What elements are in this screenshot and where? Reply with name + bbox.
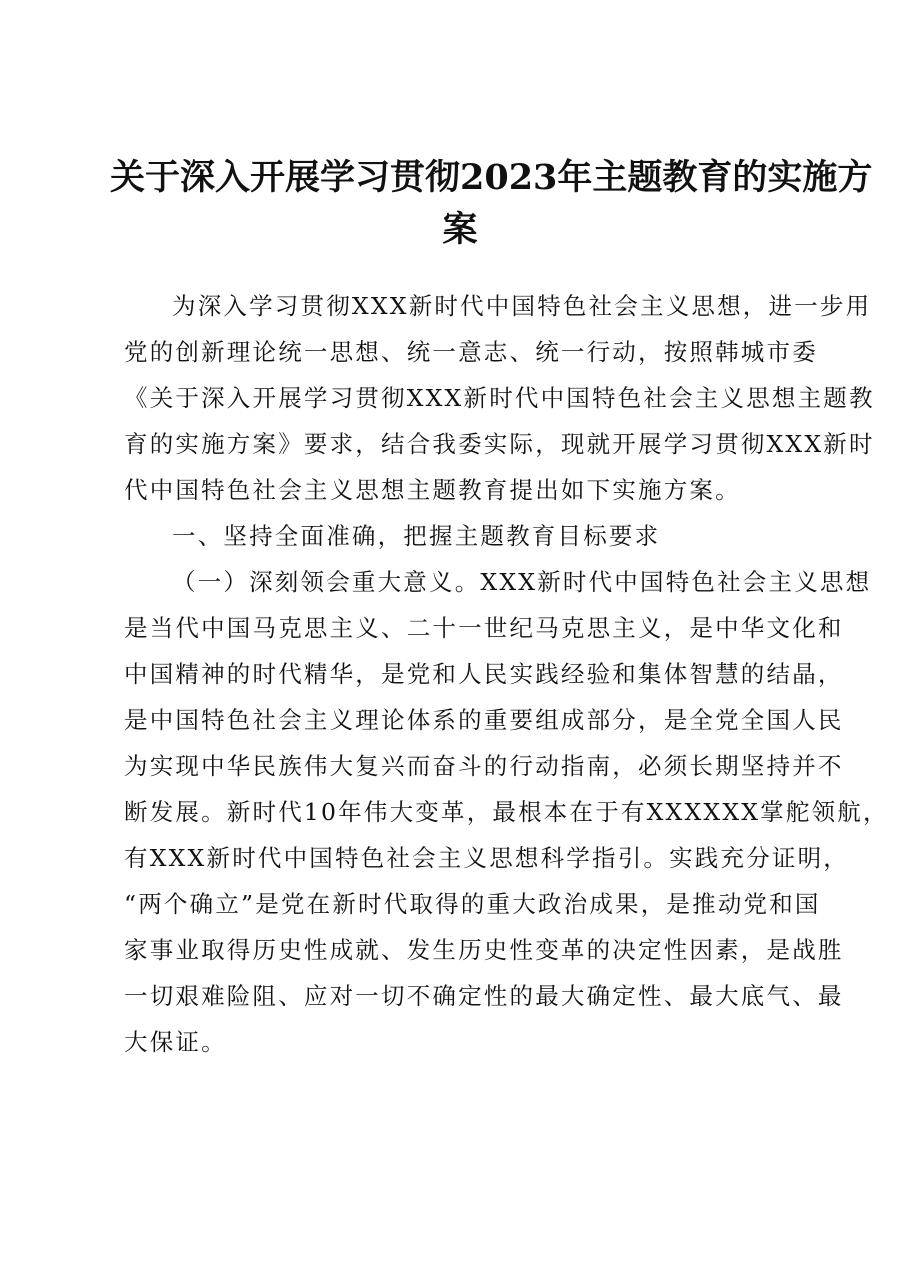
paragraph-line: （一）深刻领会重大意义。XXX新时代中国特色社会主义思想 <box>172 568 872 596</box>
paragraph-line: 党的创新理论统一思想、统一意志、统一行动，按照韩城市委 <box>124 338 818 366</box>
paragraph-line: 《关于深入开展学习贯彻XXX新时代中国特色社会主义思想主题教 <box>124 384 875 412</box>
paragraph-line: 是当代中国马克思主义、二十一世纪马克思主义，是中华文化和 <box>124 614 844 642</box>
paragraph-line: 家事业取得历史性成就、发生历史性变革的决定性因素，是战胜 <box>124 936 844 964</box>
document-title <box>110 152 873 256</box>
paragraph-line: 育的实施方案》要求，结合我委实际，现就开展学习贯彻XXX新时 <box>124 430 875 458</box>
section-heading: 一、坚持全面准确，把握主题教育目标要求 <box>172 522 661 550</box>
paragraph-line: 一切艰难险阻、应对一切不确定性的最大确定性、最大底气、最 <box>124 982 844 1010</box>
paragraph-line: 断发展。新时代10年伟大变革，最根本在于有XXXXXX掌舵领航， <box>124 798 889 826</box>
title-line: 案 <box>442 209 478 250</box>
paragraph-line: 中国精神的时代精华，是党和人民实践经验和集体智慧的结晶， <box>124 660 844 688</box>
paragraph-line: “两个确立”是党在新时代取得的重大政治成果，是推动党和国 <box>124 890 821 918</box>
paragraph-line: 为深入学习贯彻XXX新时代中国特色社会主义思想，进一步用 <box>172 292 872 320</box>
paragraph-line: 大保证。 <box>124 1028 227 1056</box>
paragraph-line: 代中国特色社会主义思想主题教育提出如下实施方案。 <box>124 476 741 504</box>
paragraph-line: 为实现中华民族伟大复兴而奋斗的行动指南，必须长期坚持并不 <box>124 752 844 780</box>
title-line: 关于深入开展学习贯彻2023年主题教育的实施方 <box>110 157 873 198</box>
document-body <box>124 283 889 1065</box>
paragraph-line: 是中国特色社会主义理论体系的重要组成部分，是全党全国人民 <box>124 706 844 734</box>
paragraph-line: 有XXX新时代中国特色社会主义思想科学指引。实践充分证明， <box>124 844 849 872</box>
